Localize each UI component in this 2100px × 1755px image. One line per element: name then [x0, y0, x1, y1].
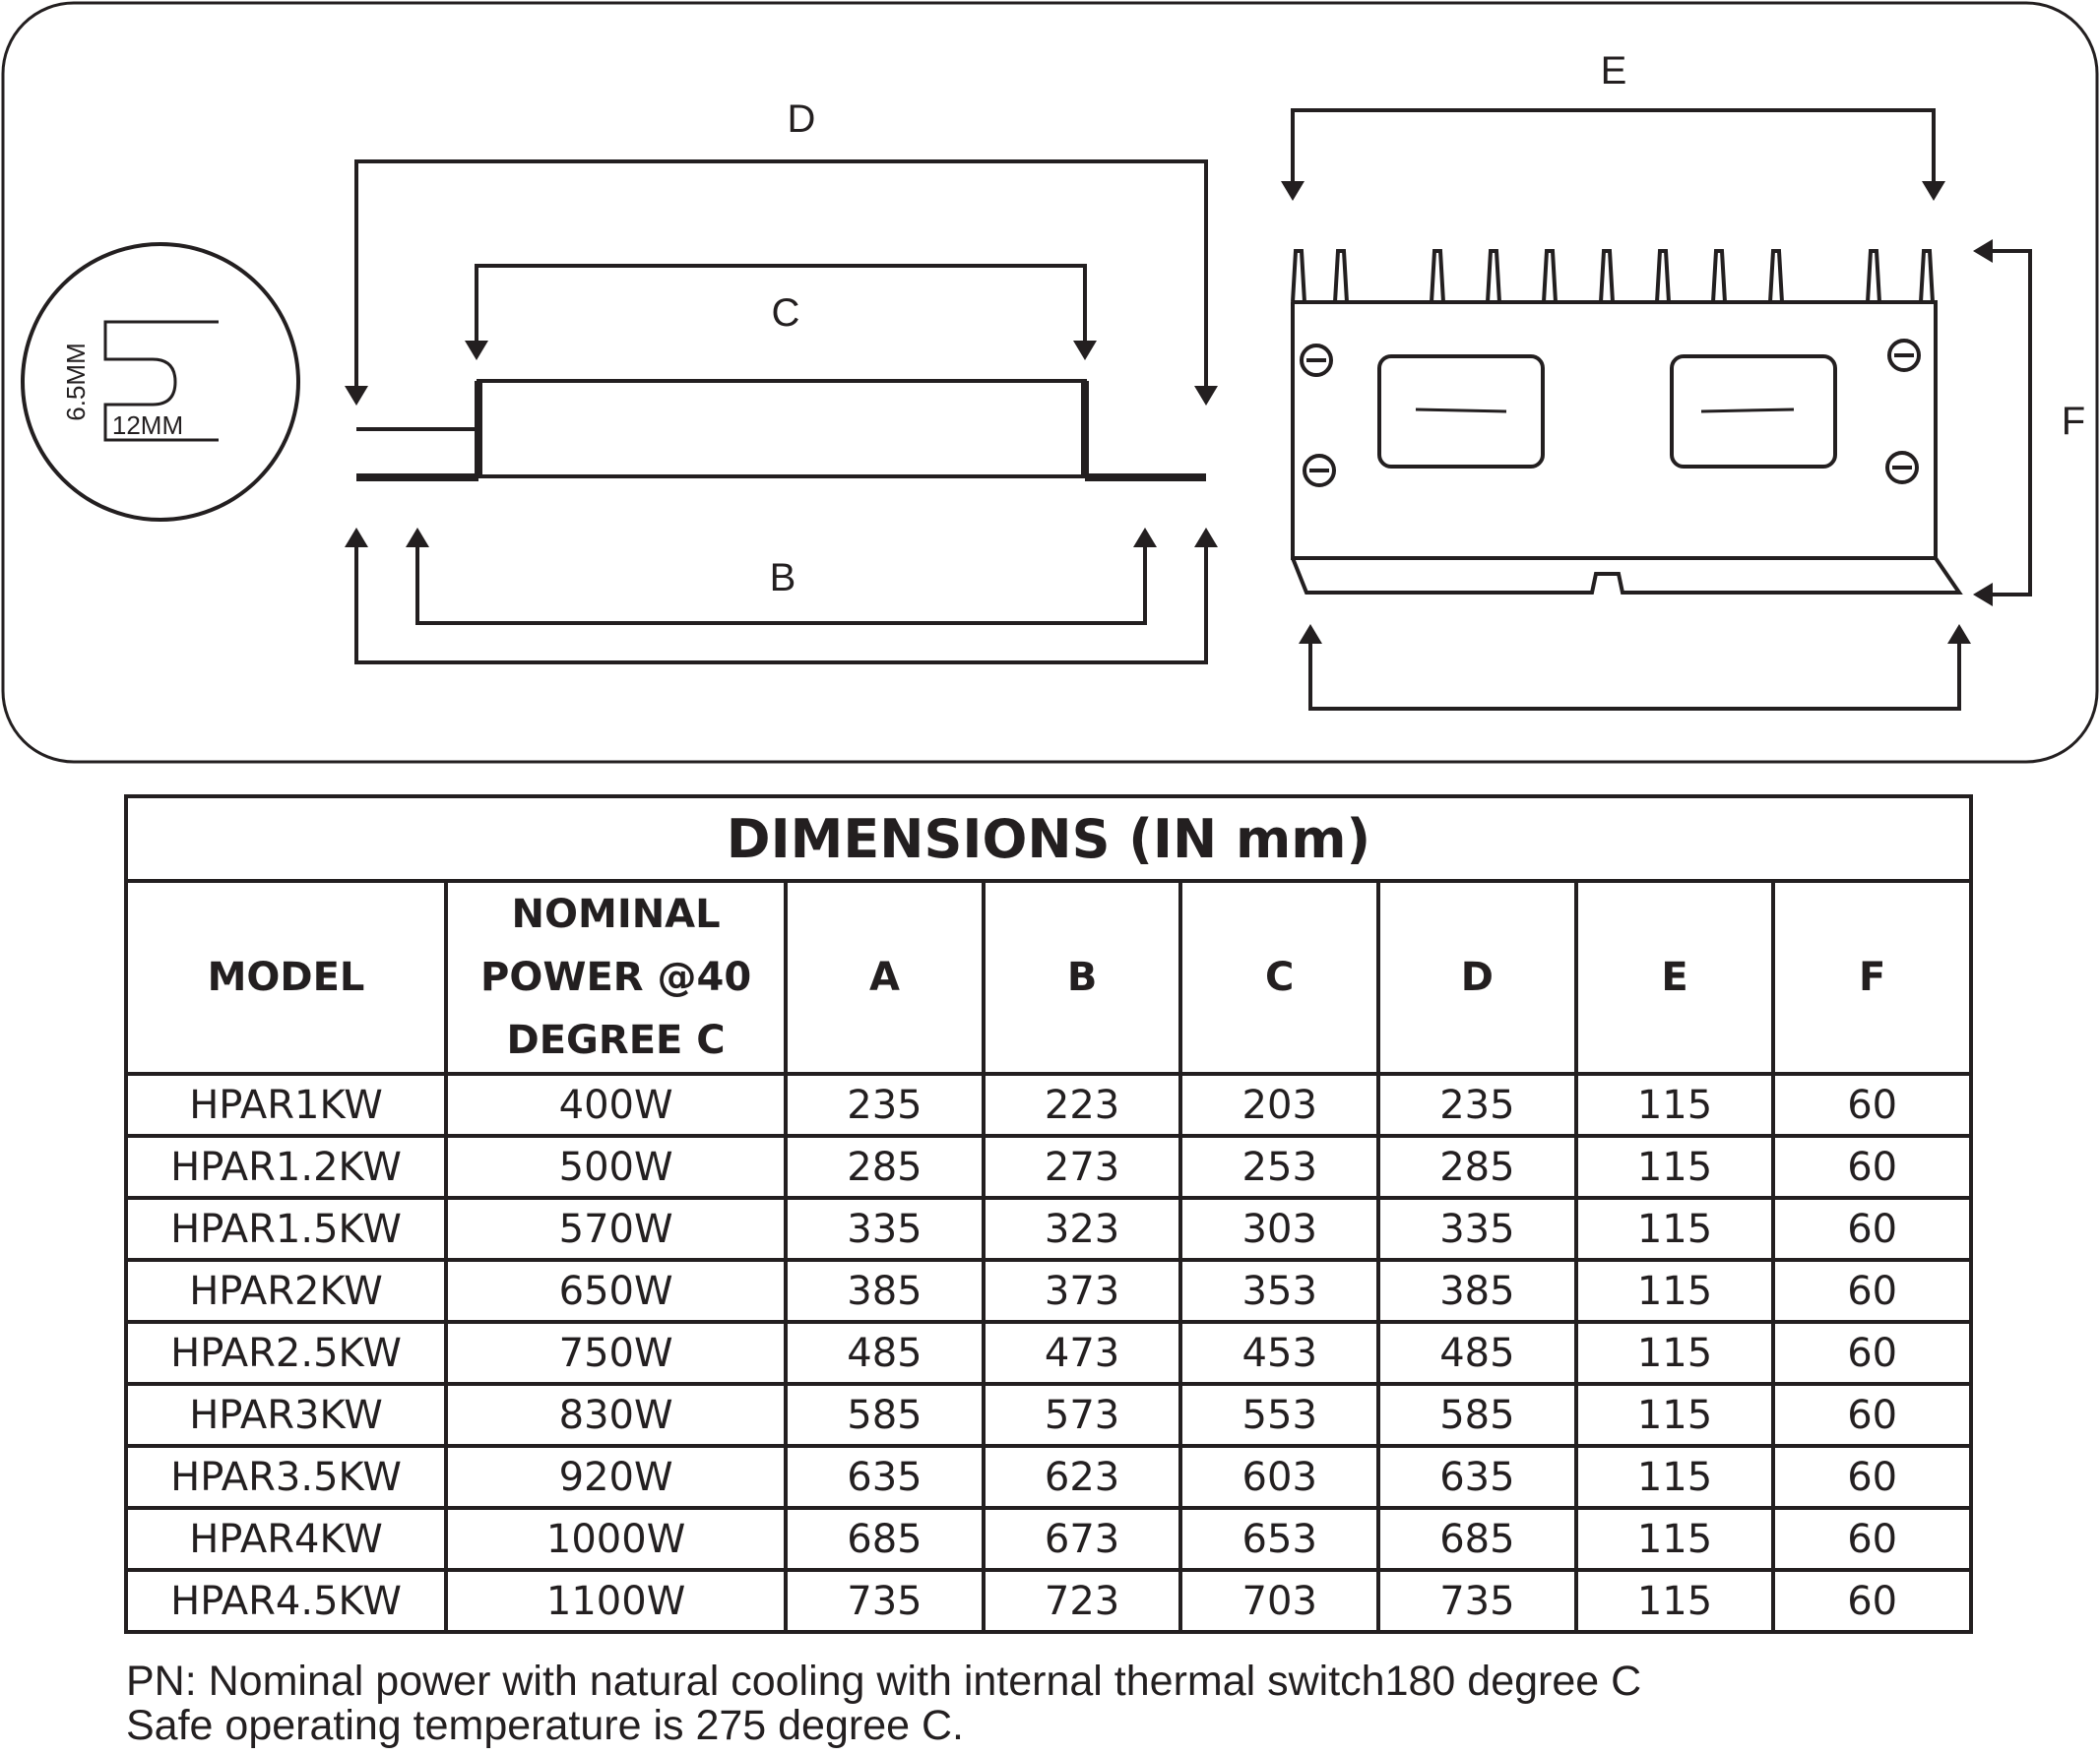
- cell-a: 385: [786, 1260, 984, 1322]
- cell-model: HPAR1.2KW: [126, 1136, 446, 1198]
- header-b: B: [984, 881, 1181, 1074]
- header-power-line2: POWER @40: [480, 955, 752, 1000]
- header-d: D: [1378, 881, 1576, 1074]
- table-row: [126, 1260, 1971, 1322]
- header-a: A: [786, 881, 984, 1074]
- cell-c: 703: [1180, 1570, 1378, 1632]
- cell-e: 115: [1576, 1322, 1774, 1384]
- cell-c: 653: [1180, 1508, 1378, 1570]
- cell-e: 115: [1576, 1508, 1774, 1570]
- table-row: [126, 1136, 1971, 1198]
- table-title: DIMENSIONS (IN mm): [126, 796, 1971, 881]
- cell-model: HPAR3KW: [126, 1384, 446, 1446]
- cell-c: 453: [1180, 1322, 1378, 1384]
- cell-power: 830W: [446, 1384, 786, 1446]
- label-c: C: [771, 291, 800, 335]
- cell-model: HPAR4KW: [126, 1508, 446, 1570]
- cell-a: 685: [786, 1508, 984, 1570]
- cell-b: 273: [984, 1136, 1181, 1198]
- cell-c: 353: [1180, 1260, 1378, 1322]
- table-row: [126, 1446, 1971, 1508]
- cell-e: 115: [1576, 1446, 1774, 1508]
- table-row: [126, 1322, 1971, 1384]
- cell-f: 60: [1773, 1508, 1971, 1570]
- cell-e: 115: [1576, 1198, 1774, 1260]
- cell-f: 60: [1773, 1074, 1971, 1136]
- cell-e: 115: [1576, 1074, 1774, 1136]
- dimensions-table: [124, 794, 1973, 1634]
- cell-b: 673: [984, 1508, 1181, 1570]
- cell-power: 500W: [446, 1136, 786, 1198]
- cell-a: 585: [786, 1384, 984, 1446]
- cell-model: HPAR1.5KW: [126, 1198, 446, 1260]
- table-row: [126, 1570, 1971, 1632]
- label-f: F: [2061, 400, 2086, 443]
- cell-c: 603: [1180, 1446, 1378, 1508]
- cell-d: 735: [1378, 1570, 1576, 1632]
- cell-e: 115: [1576, 1260, 1774, 1322]
- table-row: [126, 1384, 1971, 1446]
- cell-d: 585: [1378, 1384, 1576, 1446]
- cell-b: 473: [984, 1322, 1181, 1384]
- cell-f: 60: [1773, 1446, 1971, 1508]
- cell-b: 223: [984, 1074, 1181, 1136]
- cell-d: 635: [1378, 1446, 1576, 1508]
- cell-c: 553: [1180, 1384, 1378, 1446]
- cell-a: 285: [786, 1136, 984, 1198]
- cell-d: 285: [1378, 1136, 1576, 1198]
- header-power-line1: NOMINAL: [511, 892, 721, 937]
- cell-a: 335: [786, 1198, 984, 1260]
- cell-a: 735: [786, 1570, 984, 1632]
- footnote-line1: PN: Nominal power with natural cooling with internal thermal switch180 degree C: [126, 1658, 1642, 1705]
- cell-c: 303: [1180, 1198, 1378, 1260]
- cell-b: 373: [984, 1260, 1181, 1322]
- cell-model: HPAR2KW: [126, 1260, 446, 1322]
- table-row: [126, 1508, 1971, 1570]
- label-b: B: [769, 556, 796, 599]
- table-row: [126, 1074, 1971, 1136]
- cell-power: 750W: [446, 1322, 786, 1384]
- cell-model: HPAR2.5KW: [126, 1322, 446, 1384]
- cell-power: 650W: [446, 1260, 786, 1322]
- header-nominal-power: [446, 881, 786, 1074]
- cell-b: 623: [984, 1446, 1181, 1508]
- dimension-diagram: [0, 0, 2100, 768]
- label-d: D: [787, 97, 816, 141]
- cell-e: 115: [1576, 1384, 1774, 1446]
- footnotes: [126, 1660, 1641, 1748]
- cell-b: 723: [984, 1570, 1181, 1632]
- cell-power: 1000W: [446, 1508, 786, 1570]
- cell-a: 235: [786, 1074, 984, 1136]
- cell-b: 573: [984, 1384, 1181, 1446]
- label-e: E: [1600, 49, 1627, 93]
- cell-c: 203: [1180, 1074, 1378, 1136]
- cell-d: 485: [1378, 1322, 1576, 1384]
- table-row: [126, 1198, 1971, 1260]
- cell-power: 920W: [446, 1446, 786, 1508]
- cell-f: 60: [1773, 1384, 1971, 1446]
- cell-c: 253: [1180, 1136, 1378, 1198]
- cell-power: 400W: [446, 1074, 786, 1136]
- cell-model: HPAR4.5KW: [126, 1570, 446, 1632]
- cell-power: 1100W: [446, 1570, 786, 1632]
- cell-e: 115: [1576, 1570, 1774, 1632]
- cell-d: 685: [1378, 1508, 1576, 1570]
- cell-d: 235: [1378, 1074, 1576, 1136]
- cell-e: 115: [1576, 1136, 1774, 1198]
- header-model: MODEL: [126, 881, 446, 1074]
- cell-f: 60: [1773, 1322, 1971, 1384]
- header-power-line3: DEGREE C: [506, 1018, 726, 1063]
- header-e: E: [1576, 881, 1774, 1074]
- cell-model: HPAR1KW: [126, 1074, 446, 1136]
- cell-b: 323: [984, 1198, 1181, 1260]
- cell-model: HPAR3.5KW: [126, 1446, 446, 1508]
- cell-f: 60: [1773, 1136, 1971, 1198]
- cell-a: 485: [786, 1322, 984, 1384]
- end-view: [1281, 110, 2030, 709]
- cell-d: 335: [1378, 1198, 1576, 1260]
- slot-detail: [23, 244, 298, 520]
- slot-width-label: 12MM: [111, 410, 184, 440]
- cell-d: 385: [1378, 1260, 1576, 1322]
- header-f: F: [1773, 881, 1971, 1074]
- footnote-line2: Safe operating temperature is 275 degree C.: [126, 1702, 964, 1749]
- header-c: C: [1180, 881, 1378, 1074]
- slot-height-label: 6.5MM: [61, 343, 91, 421]
- cell-f: 60: [1773, 1198, 1971, 1260]
- cell-a: 635: [786, 1446, 984, 1508]
- cell-f: 60: [1773, 1260, 1971, 1322]
- cell-f: 60: [1773, 1570, 1971, 1632]
- cell-power: 570W: [446, 1198, 786, 1260]
